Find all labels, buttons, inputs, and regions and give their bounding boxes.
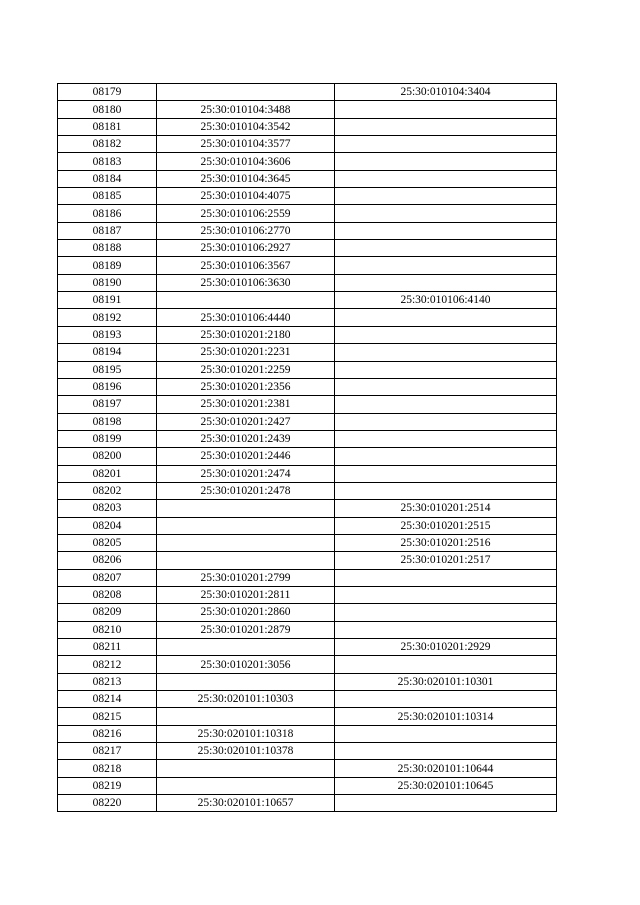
- table-row: [58, 101, 557, 118]
- row-number-cell: 08207: [58, 569, 157, 586]
- cadastral-number-cell: 25:30:020101:10318: [157, 725, 335, 742]
- cadastral-number-cell: 25:30:010201:2259: [157, 361, 335, 378]
- cadastral-number-alt-cell: [335, 482, 557, 499]
- table-row: [58, 534, 557, 551]
- row-number-cell: 08190: [58, 274, 157, 291]
- cadastral-number-cell: [157, 777, 335, 794]
- cadastral-number-cell: 25:30:010104:3645: [157, 170, 335, 187]
- cadastral-number-alt-cell: [335, 795, 557, 812]
- row-number-cell: 08180: [58, 101, 157, 118]
- cadastral-number-alt-cell: 25:30:010106:4140: [335, 292, 557, 309]
- cadastral-number-cell: 25:30:010201:2478: [157, 482, 335, 499]
- cadastral-number-cell: 25:30:010104:3488: [157, 101, 335, 118]
- cadastral-number-alt-cell: [335, 378, 557, 395]
- cadastral-number-alt-cell: [335, 448, 557, 465]
- row-number-cell: 08215: [58, 708, 157, 725]
- row-number-cell: 08211: [58, 639, 157, 656]
- cadastral-number-alt-cell: [335, 621, 557, 638]
- row-number-cell: 08189: [58, 257, 157, 274]
- cadastral-number-cell: 25:30:010201:2231: [157, 344, 335, 361]
- table-row: [58, 743, 557, 760]
- cadastral-number-alt-cell: 25:30:020101:10314: [335, 708, 557, 725]
- cadastral-number-cell: [157, 84, 335, 101]
- cadastral-number-alt-cell: [335, 656, 557, 673]
- row-number-cell: 08184: [58, 170, 157, 187]
- cadastral-number-cell: 25:30:010106:3630: [157, 274, 335, 291]
- cadastral-number-alt-cell: [335, 430, 557, 447]
- cadastral-number-cell: 25:30:010106:2927: [157, 240, 335, 257]
- row-number-cell: 08202: [58, 482, 157, 499]
- table-body: [58, 84, 557, 812]
- table-row: [58, 500, 557, 517]
- cadastral-number-alt-cell: [335, 118, 557, 135]
- row-number-cell: 08191: [58, 292, 157, 309]
- table-row: [58, 725, 557, 742]
- table-row: [58, 656, 557, 673]
- cadastral-number-cell: 25:30:020101:10378: [157, 743, 335, 760]
- table-row: [58, 274, 557, 291]
- row-number-cell: 08197: [58, 396, 157, 413]
- row-number-cell: 08204: [58, 517, 157, 534]
- row-number-cell: 08199: [58, 430, 157, 447]
- table-row: [58, 309, 557, 326]
- row-number-cell: 08198: [58, 413, 157, 430]
- cadastral-number-alt-cell: [335, 101, 557, 118]
- row-number-cell: 08200: [58, 448, 157, 465]
- table-row: [58, 639, 557, 656]
- table-row: [58, 292, 557, 309]
- cadastral-number-alt-cell: 25:30:010104:3404: [335, 84, 557, 101]
- table-row: [58, 482, 557, 499]
- cadastral-number-alt-cell: 25:30:010201:2517: [335, 552, 557, 569]
- row-number-cell: 08210: [58, 621, 157, 638]
- cadastral-number-alt-cell: [335, 153, 557, 170]
- cadastral-number-cell: 25:30:010201:2474: [157, 465, 335, 482]
- cadastral-number-alt-cell: 25:30:010201:2514: [335, 500, 557, 517]
- row-number-cell: 08192: [58, 309, 157, 326]
- table-row: [58, 465, 557, 482]
- cadastral-number-alt-cell: 25:30:010201:2516: [335, 534, 557, 551]
- table-row: [58, 240, 557, 257]
- table-row: [58, 257, 557, 274]
- row-number-cell: 08220: [58, 795, 157, 812]
- row-number-cell: 08205: [58, 534, 157, 551]
- row-number-cell: 08214: [58, 691, 157, 708]
- table-row: [58, 795, 557, 812]
- table-row: [58, 517, 557, 534]
- table-row: [58, 569, 557, 586]
- cadastral-number-cell: [157, 517, 335, 534]
- cadastral-number-alt-cell: [335, 326, 557, 343]
- cadastral-number-cell: [157, 760, 335, 777]
- cadastral-number-cell: 25:30:010104:3606: [157, 153, 335, 170]
- cadastral-number-alt-cell: 25:30:020101:10645: [335, 777, 557, 794]
- cadastral-number-alt-cell: [335, 136, 557, 153]
- row-number-cell: 08213: [58, 673, 157, 690]
- table-row: [58, 222, 557, 239]
- table-row: [58, 396, 557, 413]
- cadastral-number-alt-cell: [335, 586, 557, 603]
- cadastral-number-cell: [157, 708, 335, 725]
- table-row: [58, 344, 557, 361]
- cadastral-number-cell: 25:30:020101:10657: [157, 795, 335, 812]
- cadastral-number-cell: 25:30:010106:4440: [157, 309, 335, 326]
- cadastral-number-alt-cell: [335, 743, 557, 760]
- table-row: [58, 760, 557, 777]
- row-number-cell: 08217: [58, 743, 157, 760]
- cadastral-number-cell: [157, 292, 335, 309]
- cadastral-number-cell: 25:30:010201:2860: [157, 604, 335, 621]
- cadastral-number-cell: 25:30:010201:2446: [157, 448, 335, 465]
- cadastral-number-alt-cell: [335, 691, 557, 708]
- cadastral-number-alt-cell: [335, 569, 557, 586]
- row-number-cell: 08179: [58, 84, 157, 101]
- cadastral-number-cell: 25:30:010106:2559: [157, 205, 335, 222]
- cadastral-number-cell: 25:30:010106:2770: [157, 222, 335, 239]
- cadastral-number-cell: 25:30:010201:2879: [157, 621, 335, 638]
- cadastral-number-cell: [157, 673, 335, 690]
- row-number-cell: 08203: [58, 500, 157, 517]
- cadastral-number-alt-cell: [335, 309, 557, 326]
- cadastral-number-cell: 25:30:010201:3056: [157, 656, 335, 673]
- cadastral-number-cell: 25:30:010201:2381: [157, 396, 335, 413]
- row-number-cell: 08216: [58, 725, 157, 742]
- cadastral-number-alt-cell: 25:30:010201:2515: [335, 517, 557, 534]
- row-number-cell: 08219: [58, 777, 157, 794]
- cadastral-number-cell: 25:30:020101:10303: [157, 691, 335, 708]
- row-number-cell: 08212: [58, 656, 157, 673]
- table-row: [58, 326, 557, 343]
- table-row: [58, 586, 557, 603]
- table-row: [58, 604, 557, 621]
- cadastral-number-table: [57, 83, 557, 812]
- cadastral-number-cell: 25:30:010201:2427: [157, 413, 335, 430]
- row-number-cell: 08182: [58, 136, 157, 153]
- cadastral-number-cell: 25:30:010104:4075: [157, 188, 335, 205]
- cadastral-number-cell: [157, 639, 335, 656]
- cadastral-number-cell: [157, 534, 335, 551]
- row-number-cell: 08201: [58, 465, 157, 482]
- row-number-cell: 08183: [58, 153, 157, 170]
- cadastral-number-alt-cell: [335, 257, 557, 274]
- cadastral-number-alt-cell: [335, 344, 557, 361]
- cadastral-number-alt-cell: [335, 240, 557, 257]
- table-row: [58, 621, 557, 638]
- row-number-cell: 08185: [58, 188, 157, 205]
- table-row: [58, 118, 557, 135]
- cadastral-number-alt-cell: [335, 205, 557, 222]
- row-number-cell: 08193: [58, 326, 157, 343]
- cadastral-number-alt-cell: 25:30:020101:10301: [335, 673, 557, 690]
- cadastral-number-alt-cell: [335, 361, 557, 378]
- cadastral-number-alt-cell: [335, 604, 557, 621]
- table-row: [58, 153, 557, 170]
- row-number-cell: 08187: [58, 222, 157, 239]
- row-number-cell: 08206: [58, 552, 157, 569]
- table-row: [58, 84, 557, 101]
- table-row: [58, 378, 557, 395]
- row-number-cell: 08188: [58, 240, 157, 257]
- cadastral-number-cell: 25:30:010201:2356: [157, 378, 335, 395]
- cadastral-number-alt-cell: [335, 274, 557, 291]
- cadastral-number-cell: [157, 500, 335, 517]
- table-row: [58, 708, 557, 725]
- table-row: [58, 691, 557, 708]
- row-number-cell: 08218: [58, 760, 157, 777]
- cadastral-number-cell: 25:30:010201:2180: [157, 326, 335, 343]
- cadastral-number-alt-cell: [335, 188, 557, 205]
- row-number-cell: 08186: [58, 205, 157, 222]
- cadastral-number-alt-cell: [335, 413, 557, 430]
- cadastral-number-alt-cell: [335, 396, 557, 413]
- table-row: [58, 777, 557, 794]
- cadastral-number-cell: [157, 552, 335, 569]
- table-row: [58, 170, 557, 187]
- cadastral-number-cell: 25:30:010201:2811: [157, 586, 335, 603]
- table-row: [58, 136, 557, 153]
- row-number-cell: 08196: [58, 378, 157, 395]
- row-number-cell: 08208: [58, 586, 157, 603]
- cadastral-number-alt-cell: 25:30:010201:2929: [335, 639, 557, 656]
- cadastral-number-alt-cell: 25:30:020101:10644: [335, 760, 557, 777]
- cadastral-number-alt-cell: [335, 725, 557, 742]
- table-row: [58, 361, 557, 378]
- cadastral-number-cell: 25:30:010104:3542: [157, 118, 335, 135]
- table-row: [58, 205, 557, 222]
- cadastral-number-cell: 25:30:010106:3567: [157, 257, 335, 274]
- row-number-cell: 08195: [58, 361, 157, 378]
- cadastral-number-cell: 25:30:010201:2439: [157, 430, 335, 447]
- table-row: [58, 188, 557, 205]
- cadastral-number-alt-cell: [335, 222, 557, 239]
- row-number-cell: 08209: [58, 604, 157, 621]
- cadastral-number-cell: 25:30:010201:2799: [157, 569, 335, 586]
- table-row: [58, 448, 557, 465]
- cadastral-number-cell: 25:30:010104:3577: [157, 136, 335, 153]
- cadastral-number-alt-cell: [335, 170, 557, 187]
- row-number-cell: 08181: [58, 118, 157, 135]
- table-row: [58, 552, 557, 569]
- table-row: [58, 673, 557, 690]
- row-number-cell: 08194: [58, 344, 157, 361]
- table-row: [58, 430, 557, 447]
- table-row: [58, 413, 557, 430]
- cadastral-number-alt-cell: [335, 465, 557, 482]
